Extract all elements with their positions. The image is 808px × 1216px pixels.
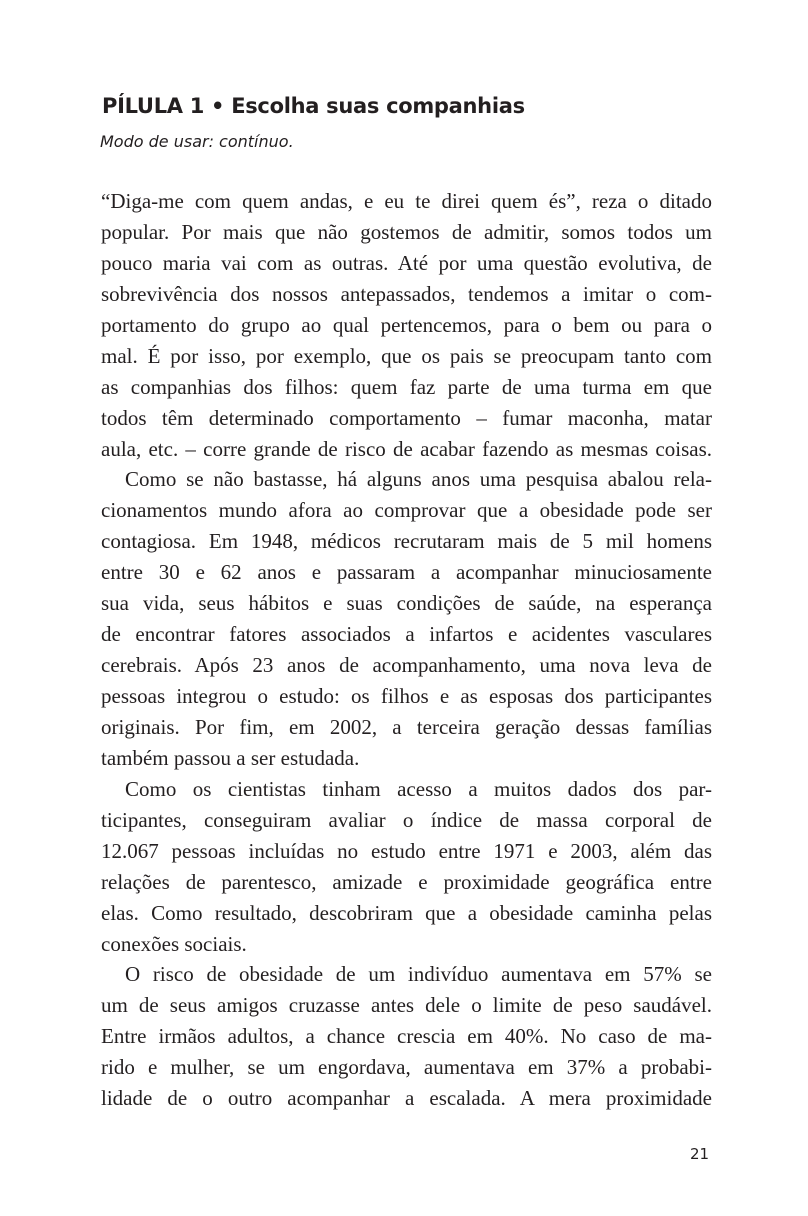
text-line: pessoas integrou o estudo: os filhos e as esposas dos participantes xyxy=(101,684,712,708)
text-line: lidade de o outro acompanhar a escalada. A mera proximidade xyxy=(101,1086,712,1111)
text-line: O risco de obesidade de um indivíduo aumentava em 57% se xyxy=(125,962,712,987)
text-line: Como os cientistas tinham acesso a muitos dados dos par- xyxy=(125,776,712,801)
text-line: aula, etc. – corre grande de risco de acabar fazendo as mesmas coisas. xyxy=(101,436,712,461)
text-line: relações de parentesco, amizade e proximidade geográfica entre xyxy=(101,869,712,894)
text-line: popular. Por mais que não gostemos de admitir, somos todos um xyxy=(101,219,712,244)
text-line: sua vida, seus hábitos e suas condições de saúde, na esperança xyxy=(101,591,712,616)
text-line: Entre irmãos adultos, a chance crescia em 40%. No caso de ma- xyxy=(101,1024,712,1049)
text-line: 12.067 pessoas incluídas no estudo entre 1971 e 2003, além das xyxy=(101,838,712,863)
text-line: Como se não bastasse, há alguns anos uma pesquisa abalou rela- xyxy=(125,467,712,492)
text-line: de encontrar fatores associados a infartos e acidentes vasculares xyxy=(101,622,712,647)
text-line: cionamentos mundo afora ao comprovar que a obesidade pode ser xyxy=(101,498,712,523)
text-line: cerebrais. Após 23 anos de acompanhamento, uma nova leva de xyxy=(101,653,712,678)
text-line: rido e mulher, se um engordava, aumentava em 37% a probabi- xyxy=(101,1055,712,1080)
text-line: as companhias dos filhos: quem faz parte de uma turma em que xyxy=(101,374,712,399)
text-line: contagiosa. Em 1948, médicos recrutaram mais de 5 mil homens xyxy=(101,529,712,554)
text-line: todos têm determinado comportamento – fumar maconha, matar xyxy=(101,405,712,430)
text-line: elas. Como resultado, descobriram que a obesidade caminha pelas xyxy=(101,900,712,925)
text-line: também passou a ser estudada. xyxy=(101,745,360,770)
text-line: ticipantes, conseguiram avaliar o índice de massa corporal de xyxy=(101,807,712,832)
text-line: um de seus amigos cruzasse antes dele o limite de peso saudável. xyxy=(101,993,712,1018)
text-line: mal. É por isso, por exemplo, que os pais se preocupam tanto com xyxy=(101,343,712,368)
section-title: PÍLULA 1 • Escolha suas companhias xyxy=(102,94,525,118)
body-text xyxy=(101,186,712,1114)
section-subtitle: Modo de usar: contínuo. xyxy=(100,132,294,151)
text-line: conexões sociais. xyxy=(101,931,247,956)
text-line: pouco maria vai com as outras. Até por uma questão evolutiva, de xyxy=(101,250,712,275)
page-number: 21 xyxy=(690,1145,710,1163)
text-line: “Diga-me com quem andas, e eu te direi quem és”, reza o ditado xyxy=(101,189,712,213)
text-line: originais. Por fim, em 2002, a terceira geração dessas famílias xyxy=(101,714,712,739)
text-line: sobrevivência dos nossos antepassados, tendemos a imitar o com- xyxy=(101,281,712,306)
text-line: portamento do grupo ao qual pertencemos, para o bem ou para o xyxy=(101,312,712,337)
text-line: entre 30 e 62 anos e passaram a acompanhar minuciosamente xyxy=(101,560,712,585)
